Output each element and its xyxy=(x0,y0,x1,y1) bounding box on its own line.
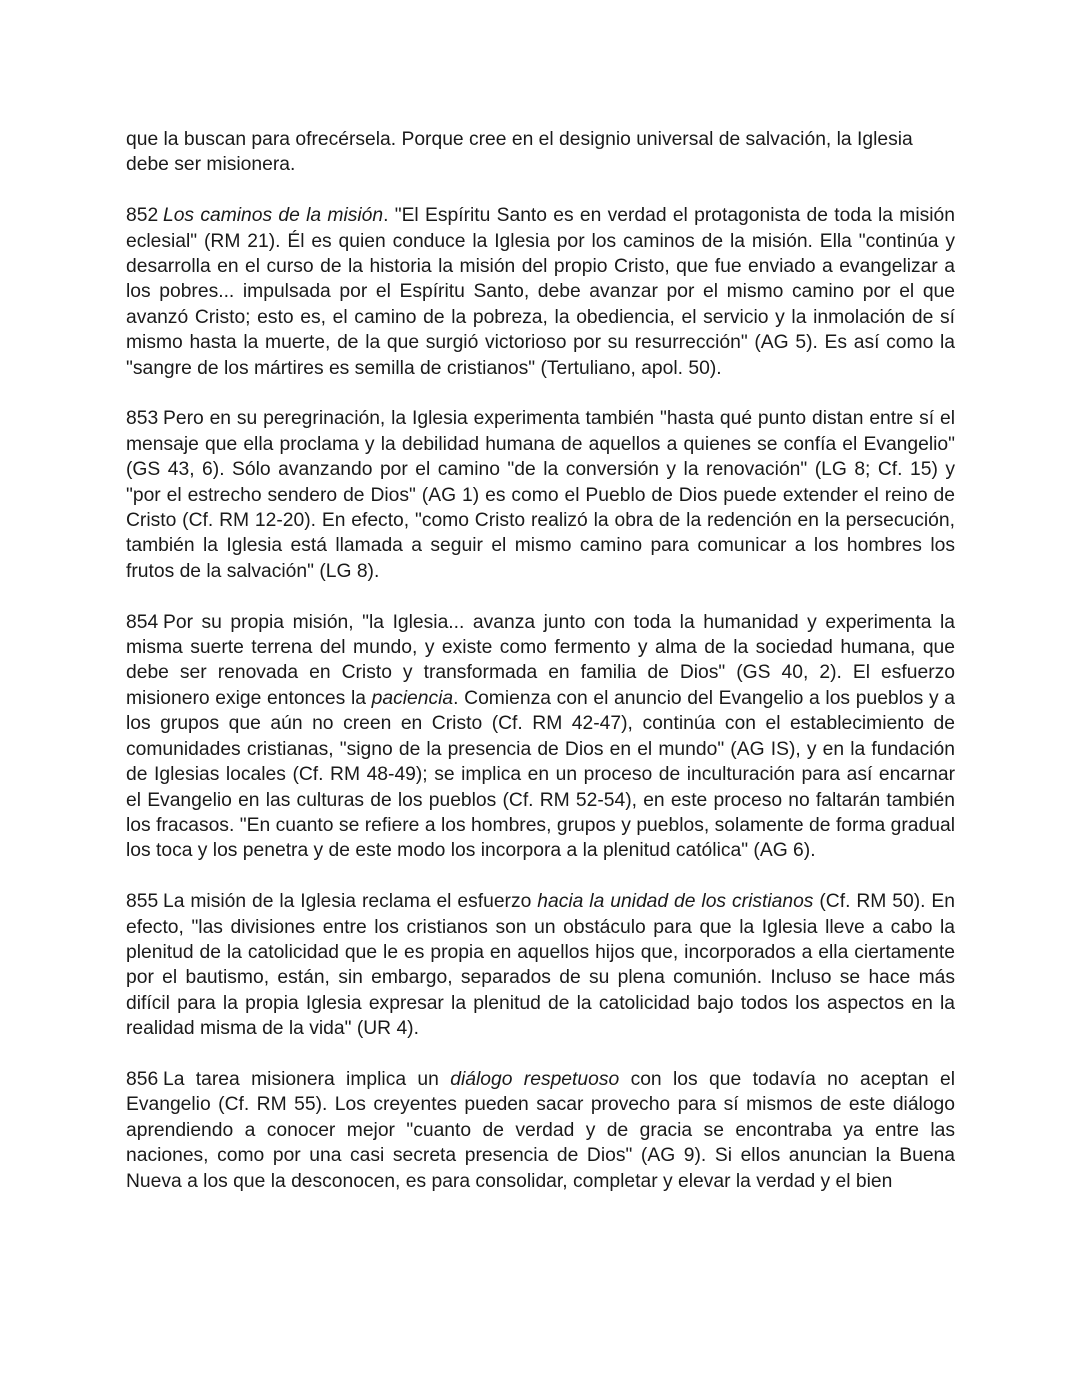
paragraph-854 xyxy=(126,610,955,864)
paragraph-text: que la buscan para ofrecérsela. Porque cree en el designio universal de salvación, la Iglesia debe ser misionera. xyxy=(126,129,913,176)
paragraph-number: 854 xyxy=(126,611,159,633)
paragraph-italic-title: Los caminos de la misión xyxy=(162,205,384,227)
paragraph-text: (Cf. RM 50). En efecto, "las divisiones entre los cristianos son un obstáculo para que la Iglesia lleve a cabo la plenitud de la catolicidad que le es propia en aquellos hijos que, incorporados a ella ciertamente por el bautismo, están, sin embargo, separados de su plena comunión. Incluso se hace más difícil para la propia Iglesia expresar la plenitud de la catolicidad bajo todos los aspectos en la realidad misma de la vida" (UR 4). xyxy=(126,891,956,1040)
paragraph-text: . Comienza con el anuncio del Evangelio a los pueblos y a los grupos que aún no creen en Cristo (Cf. RM 42-47), continúa con el establecimiento de comunidades cristianas, "signo de la presencia de Dios en el mundo" (AG IS), y en la fundación de Iglesias locales (Cf. RM 48-49); se implica en un proceso de inculturación para así encarnar el Evangelio en las culturas de los pueblos (Cf. RM 52-54), en este proceso no faltarán también los fracasos. "En cuanto se refiere a los hombres, grupos y pueblos, solamente de forma gradual los toca y los penetra y de este modo los incorpora a la plenitud católica" (AG 6). xyxy=(126,687,955,862)
paragraph-855 xyxy=(126,889,955,1041)
document-page xyxy=(126,127,955,1219)
paragraph-text: . "El Espíritu Santo es en verdad el protagonista de toda la misión eclesial" (RM 21). Él es quien conduce la Iglesia por los caminos de la misión. Ella "continúa y desarrolla en el curso de la historia la misión del propio Cristo, que fue enviado a evangelizar a los pobres... impulsada por el Espíritu Santo, debe avanzar por el mismo camino por el que avanzó Cristo; esto es, el camino de la pobreza, la obediencia, el servicio y la inmolación de sí mismo hasta la muerte, de la que surgió victorioso por su resurrección" (AG 5). Es así como la "sangre de los mártires es semilla de cristianos" (Tertuliano, apol. 50). xyxy=(126,205,955,379)
paragraph-text: La tarea misionera implica un xyxy=(162,1068,451,1090)
paragraph-text: La misión de la Iglesia reclama el esfuerzo xyxy=(162,891,538,913)
paragraph-italic-term: diálogo respetuoso xyxy=(450,1068,620,1090)
paragraph-856 xyxy=(126,1067,955,1194)
paragraph-text: con los que todavía no aceptan el Evangelio (Cf. RM 55). Los creyentes pueden sacar provecho para sí mismos de este diálogo aprendiendo a conocer mejor "cuanto de verdad y de gracia se encontraba ya entre las naciones, como por una casi secreta presencia de Dios" (AG 9). Si ellos anuncian la Buena Nueva a los que la desconocen, es para consolidar, completar y elevar la verdad y el bien xyxy=(126,1068,955,1192)
paragraph-text: Pero en su peregrinación, la Iglesia experimenta también "hasta qué punto distan entre sí el mensaje que ella proclama y la debilidad humana de aquellos a quienes se confía el Evangelio" (GS 43, 6). Sólo avanzando por el camino "de la conversión y la renovación" (LG 8; Cf. 15) y "por el estrecho sendero de Dios" (AG 1) es como el Pueblo de Dios puede extender el reino de Cristo (Cf. RM 12-20). En efecto, "como Cristo realizó la obra de la redención en la persecución, también la Iglesia está llamada a seguir el mismo camino para comunicar a los hombres los frutos de la salvación" (LG 8). xyxy=(126,408,955,582)
paragraph-number: 852 xyxy=(126,205,159,227)
paragraph-852 xyxy=(126,203,955,381)
paragraph-number: 855 xyxy=(126,891,159,913)
paragraph-italic-term: hacia la unidad de los cristianos xyxy=(537,891,814,913)
paragraph-853 xyxy=(126,406,955,584)
paragraph-continuation xyxy=(126,127,955,178)
paragraph-italic-term: paciencia xyxy=(371,687,454,709)
paragraph-text: Por su propia misión, "la Iglesia... avanza junto con toda la humanidad y experimenta la misma suerte terrena del mundo, y existe como fermento y alma de la sociedad humana, que debe ser renovada en Cristo y transformada en familia de Dios" (GS 40, 2). El esfuerzo misionero exige entonces la xyxy=(126,611,955,709)
paragraph-number: 853 xyxy=(126,408,159,430)
paragraph-number: 856 xyxy=(126,1068,159,1090)
